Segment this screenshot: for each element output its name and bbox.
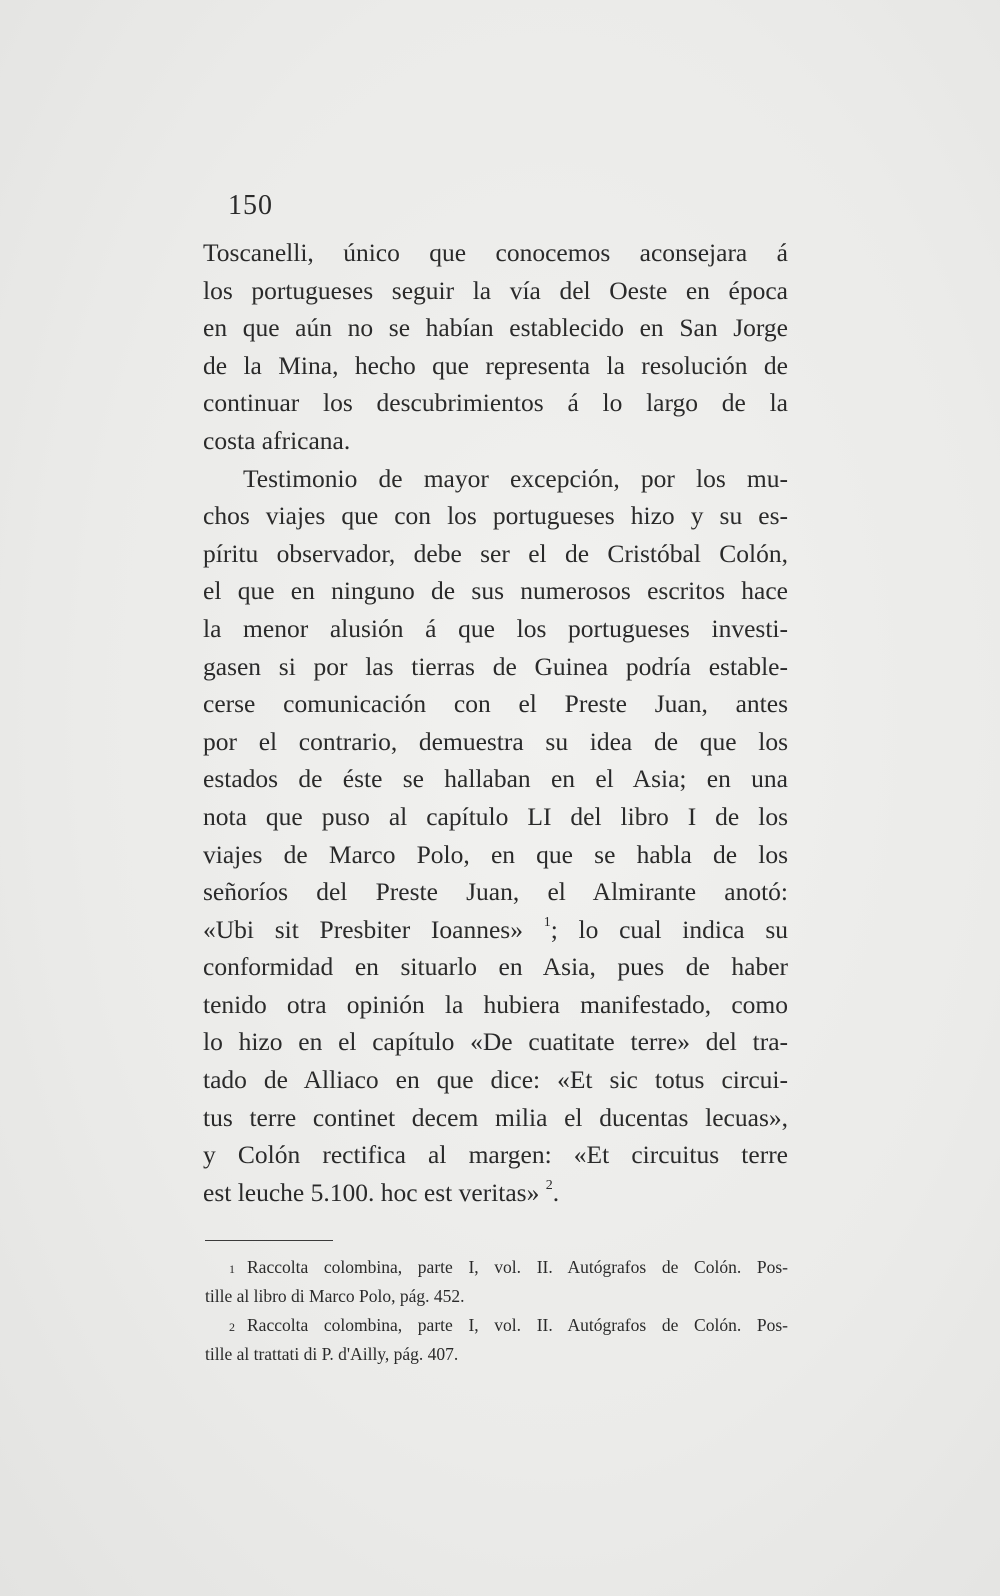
text-line: gasen si por las tierras de Guinea podría estable-	[203, 651, 788, 681]
text-line: píritu observador, debe ser el de Cristóbal Colón,	[203, 538, 788, 568]
body-text	[203, 234, 788, 1211]
line-tail: .	[552, 1177, 560, 1207]
text-line: continuar los descubrimientos á lo largo de la	[203, 388, 788, 418]
footnote-line: tille al trattati di P. d'Ailly, pág. 407.	[205, 1344, 459, 1364]
text-line: y Colón rectifica al margen: «Et circuitus terre	[203, 1140, 788, 1170]
footnote-text: Raccolta colombina, parte I, vol. II. Autógrafos de Colón. Pos-	[247, 1315, 788, 1335]
text-line: los portugueses seguir la vía del Oeste en época	[203, 275, 788, 305]
page-number: 150	[228, 190, 273, 221]
footnote-line: tille al libro di Marco Polo, pág. 452.	[205, 1286, 465, 1306]
paragraph-2	[203, 460, 788, 1212]
footnote-line	[205, 1311, 788, 1340]
text-line: tus terre continet decem milia el ducentas lecuas»,	[203, 1102, 788, 1132]
text-line: en que aún no se habían establecido en San Jorge	[203, 313, 788, 343]
footnote-text: Raccolta colombina, parte I, vol. II. Autógrafos de Colón. Pos-	[247, 1257, 788, 1277]
text-line: lo hizo en el capítulo «De cuatitate terre» del tra-	[203, 1027, 788, 1057]
line-tail: ; lo cual indica su	[550, 914, 789, 944]
footnote-number: 1	[229, 1262, 235, 1276]
footnotes	[205, 1253, 788, 1369]
text-line: chos viajes que con los portugueses hizo y su es-	[203, 501, 788, 531]
text-line: de la Mina, hecho que representa la resolución de	[203, 350, 788, 380]
footnote-divider	[205, 1240, 333, 1241]
footnote-2	[205, 1311, 788, 1369]
text-line: señoríos del Preste Juan, el Almirante anotó:	[203, 877, 788, 907]
text-line: costa africana.	[203, 425, 351, 455]
quote-text: est leuche 5.100. hoc est veritas»	[203, 1177, 540, 1207]
text-line: conformidad en situarlo en Asia, pues de haber	[203, 952, 788, 982]
footnote-ref-1[interactable]: 1	[543, 914, 551, 930]
footnote-number: 2	[229, 1320, 235, 1334]
text-line: la menor alusión á que los portugueses investi-	[203, 613, 788, 643]
footnote-ref-2[interactable]: 2	[545, 1177, 553, 1193]
text-line-with-footnote-ref	[203, 911, 788, 949]
text-line: Testimonio de mayor excepción, por los mu-	[243, 463, 788, 493]
quote-text: «Ubi sit Presbiter Ioannes»	[203, 914, 523, 944]
paragraph-1	[203, 234, 788, 460]
footnote-1	[205, 1253, 788, 1311]
text-line: nota que puso al capítulo LI del libro I de los	[203, 801, 788, 831]
text-line: cerse comunicación con el Preste Juan, antes	[203, 689, 788, 719]
text-line: por el contrario, demuestra su idea de que los	[203, 726, 788, 756]
text-line-with-footnote-ref	[203, 1174, 788, 1212]
text-line: estados de éste se hallaban en el Asia; en una	[203, 764, 788, 794]
footnote-line	[205, 1253, 788, 1282]
text-line: Toscanelli, único que conocemos aconsejara á	[203, 238, 788, 267]
text-line: tado de Alliaco en que dice: «Et sic totus circui-	[203, 1065, 788, 1095]
text-line: viajes de Marco Polo, en que se habla de los	[203, 839, 788, 869]
text-line: tenido otra opinión la hubiera manifestado, como	[203, 989, 788, 1019]
text-line: el que en ninguno de sus numerosos escritos hace	[203, 576, 788, 606]
